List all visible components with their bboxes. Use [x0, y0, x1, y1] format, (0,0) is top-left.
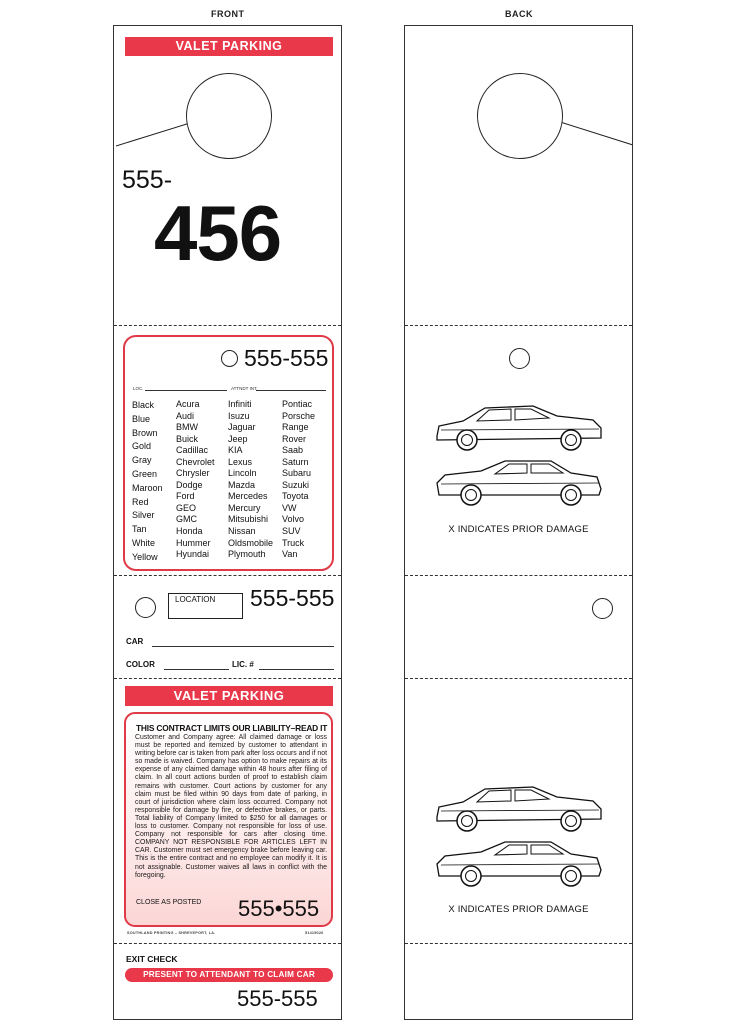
panel-number: 555-555: [244, 345, 329, 371]
car-label: CAR: [126, 637, 144, 646]
make-option[interactable]: Honda: [176, 526, 203, 537]
color-option[interactable]: Blue: [132, 413, 151, 424]
hanger-hole: [186, 73, 272, 159]
contract-body: Customer and Company agree: All claimed damage or loss must be reported and itemized by customer to attendant in writing before car is taken from park after loss occurs and if not so made is waived. Company has option to make repairs at its expense of any claimed damage within 48 hours after filing of claim. In all court actions burden of proof to establish claim remains with customer. Court actions by customer for any claim must be filed within 90 days from date of parking, in court of jurisdiction where claim loss occurred. Company not responsible for damage by fire, or defective brakes, or parts. Total liability of Company limited to $250 for all damages or loss to customer. Company not responsible for loss of use. Company not responsible for cars after closing time. COMPANY NOT RESPONSIBLE FOR ARTICLES LEFT IN CAR. Customer must set emergency brake before leaving car. This is the entire contract and no employee can modify it. It is not assignable. Customer waives all laws in conflict with the foregoing.: [135, 734, 327, 879]
front-ticket: [113, 25, 342, 1020]
perforation: [405, 325, 632, 326]
make-option[interactable]: Saab: [282, 445, 304, 456]
make-option[interactable]: Suzuki: [282, 479, 310, 490]
location-box[interactable]: LOCATION: [168, 593, 243, 619]
claim-car-banner: PRESENT TO ATTENDANT TO CLAIM CAR: [125, 968, 333, 982]
make-option[interactable]: Range: [282, 422, 309, 433]
perforation: [405, 575, 632, 576]
color-option[interactable]: Maroon: [132, 482, 163, 493]
back-ticket: [404, 25, 633, 1020]
make-option[interactable]: Dodge: [176, 479, 203, 490]
punch-hole: [135, 597, 156, 618]
make-option[interactable]: BMW: [176, 422, 198, 433]
make-option[interactable]: Hyundai: [176, 549, 210, 560]
back-label: BACK: [505, 9, 533, 19]
make-option[interactable]: Plymouth: [228, 549, 266, 560]
lic-label: LIC. #: [232, 660, 254, 669]
make-option[interactable]: Volvo: [282, 514, 305, 525]
color-option[interactable]: Gray: [132, 455, 152, 466]
make-option[interactable]: VW: [282, 502, 297, 513]
front-label: FRONT: [211, 9, 245, 19]
color-option[interactable]: Red: [132, 496, 149, 507]
valet-parking-banner: VALET PARKING: [125, 37, 333, 56]
color-option[interactable]: Tan: [132, 524, 147, 535]
exit-number: 555-555: [237, 986, 318, 1011]
hanger-slit: [114, 121, 194, 151]
color-option[interactable]: Black: [132, 400, 155, 410]
make-option[interactable]: Cadillac: [176, 445, 209, 456]
lic-field[interactable]: [259, 669, 334, 670]
hanger-hole: [477, 73, 563, 159]
make-option[interactable]: Nissan: [228, 526, 256, 537]
color-option[interactable]: Silver: [132, 510, 155, 521]
perforation: [114, 678, 341, 679]
make-option[interactable]: Chevrolet: [176, 456, 215, 467]
make-option[interactable]: Jeep: [228, 433, 248, 444]
car-side-rear-icon: [433, 838, 605, 890]
make-option[interactable]: Truck: [282, 537, 305, 548]
contract-valet-banner: VALET PARKING: [125, 686, 333, 706]
make-option[interactable]: Porsche: [282, 410, 316, 421]
make-option[interactable]: Infiniti: [228, 399, 252, 409]
punch-hole: [221, 350, 238, 367]
color-field[interactable]: [164, 669, 229, 670]
perforation: [405, 678, 632, 679]
loc-line: [145, 390, 227, 391]
make-option[interactable]: GEO: [176, 502, 197, 513]
make-option[interactable]: Lincoln: [228, 468, 257, 479]
make-option[interactable]: Audi: [176, 410, 195, 421]
color-option[interactable]: Yellow: [132, 551, 158, 562]
make-list-2: [228, 399, 273, 561]
color-list: [132, 399, 163, 565]
make-option[interactable]: Van: [282, 549, 298, 560]
make-option[interactable]: Oldsmobile: [228, 537, 274, 548]
exit-check-label: EXIT CHECK: [126, 954, 178, 964]
ticket-number: 456: [154, 189, 282, 277]
contract-number: 555•555: [238, 896, 320, 921]
perforation: [114, 325, 341, 326]
close-as-posted: CLOSE AS POSTED: [136, 899, 202, 906]
make-option[interactable]: Buick: [176, 433, 199, 444]
perforation: [114, 943, 341, 944]
prior-damage-label: X INDICATES PRIOR DAMAGE: [448, 524, 589, 535]
make-option[interactable]: Mercury: [228, 502, 261, 513]
form-code: 51415026: [305, 931, 324, 935]
color-option[interactable]: Brown: [132, 427, 158, 438]
make-option[interactable]: SUV: [282, 526, 301, 537]
car-field[interactable]: [152, 646, 334, 647]
car-side-icon: [433, 783, 605, 835]
make-option[interactable]: Ford: [176, 491, 195, 502]
make-option[interactable]: Jaguar: [228, 422, 256, 433]
printer-credit: SOUTHLAND PRINTING – SHREVEPORT, LA.: [127, 931, 216, 935]
make-option[interactable]: Toyota: [282, 491, 309, 502]
make-list-1: [176, 399, 215, 561]
make-option[interactable]: Isuzu: [228, 410, 250, 421]
make-option[interactable]: Mazda: [228, 479, 256, 490]
vehicle-description-panel: [123, 335, 334, 571]
make-list-3: [282, 399, 315, 561]
make-option[interactable]: Rover: [282, 433, 307, 444]
perforation: [405, 943, 632, 944]
make-option[interactable]: Lexus: [228, 456, 253, 467]
car-side-icon: [433, 402, 605, 454]
make-option[interactable]: Subaru: [282, 468, 312, 479]
perforation: [114, 575, 341, 576]
make-option[interactable]: Chrysler: [176, 468, 210, 479]
make-option[interactable]: GMC: [176, 514, 197, 525]
location-number: 555-555: [250, 585, 335, 611]
make-option[interactable]: Pontiac: [282, 399, 313, 409]
make-option[interactable]: Mercedes: [228, 491, 268, 502]
color-option[interactable]: Gold: [132, 441, 152, 452]
color-option[interactable]: White: [132, 537, 156, 548]
car-side-rear-icon: [433, 457, 605, 509]
color-option[interactable]: Green: [132, 468, 158, 479]
make-option[interactable]: Saturn: [282, 456, 309, 467]
prior-damage-label: X INDICATES PRIOR DAMAGE: [448, 904, 589, 915]
make-option[interactable]: KIA: [228, 445, 243, 456]
contract-heading: THIS CONTRACT LIMITS OUR LIABILITY–READ IT: [136, 723, 328, 733]
ticket-number-prefix: 555-: [122, 166, 173, 194]
punch-hole: [592, 598, 613, 619]
hanger-slit: [555, 119, 633, 149]
make-option[interactable]: Hummer: [176, 537, 211, 548]
make-option[interactable]: Acura: [176, 399, 200, 409]
punch-hole: [509, 348, 530, 369]
loc-label: LOC.: [133, 386, 144, 391]
attendant-label: ATTNDT INT.: [231, 386, 258, 391]
color-label: COLOR: [126, 660, 155, 669]
make-option[interactable]: Mitsubishi: [228, 514, 269, 525]
liability-contract: [124, 712, 333, 927]
attendant-line: [256, 390, 326, 391]
